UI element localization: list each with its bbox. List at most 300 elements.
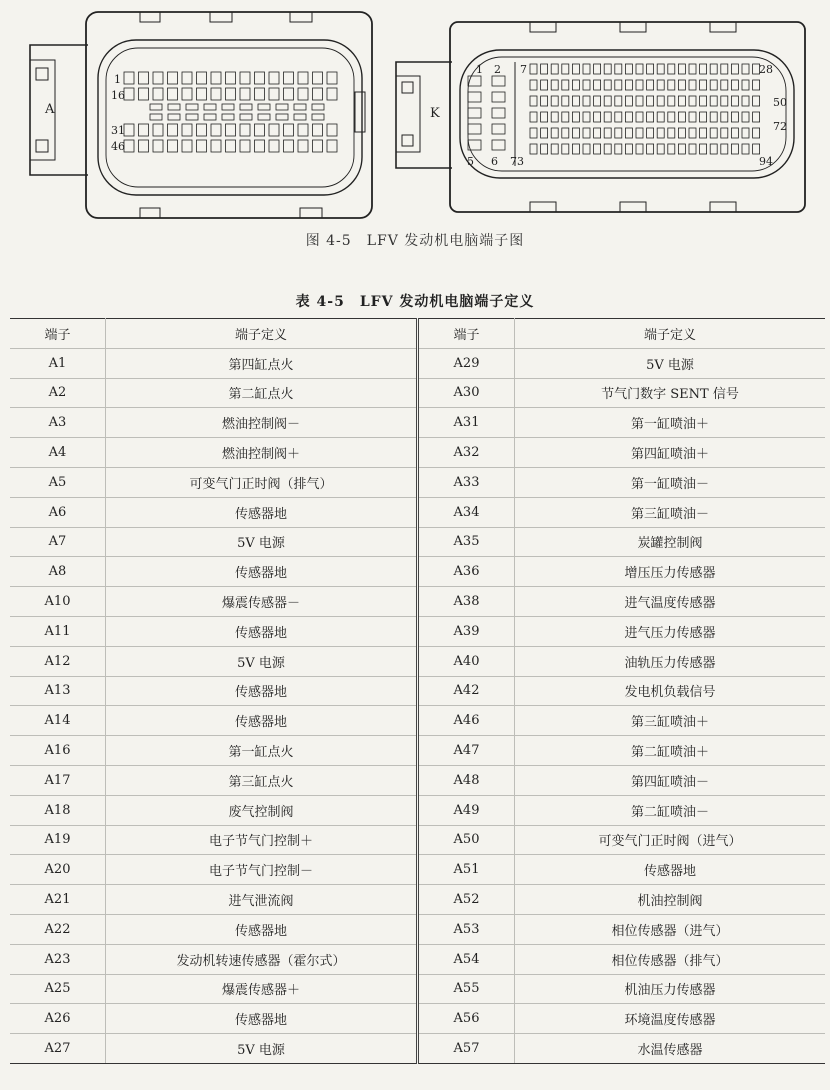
terminal-right-cell: A46 <box>418 706 515 736</box>
table-row <box>10 676 825 706</box>
definition-left-cell: 电子节气门控制＋ <box>106 825 418 855</box>
pin-cavity <box>530 128 537 138</box>
terminal-left-cell: A12 <box>10 646 106 676</box>
pin-cavity <box>678 144 685 154</box>
pin-cavity <box>710 128 717 138</box>
table-row <box>10 497 825 527</box>
terminal-right-cell: A40 <box>418 646 515 676</box>
table-row <box>10 736 825 766</box>
terminal-left-cell: A20 <box>10 855 106 885</box>
definition-left-cell: 燃油控制阀＋ <box>106 438 418 468</box>
pin-cavity <box>657 144 664 154</box>
pin-cavity <box>124 88 134 100</box>
pin-cavity <box>153 140 163 152</box>
pin-cavity <box>604 96 611 106</box>
connector-a-pin-label: 16 <box>111 89 125 102</box>
pin-cavity <box>562 128 569 138</box>
header-terminal-left: 端子 <box>10 319 106 349</box>
pin-cavity <box>541 64 548 74</box>
definition-right-cell: 相位传感器（排气） <box>515 944 826 974</box>
pin-cavity <box>139 140 149 152</box>
table-row <box>10 1034 825 1064</box>
definition-left-cell: 传感器地 <box>106 1004 418 1034</box>
table-row <box>10 1004 825 1034</box>
connector-k-pin-label: 5 <box>467 155 474 168</box>
pin-cavity <box>211 88 221 100</box>
pin-cavity <box>492 108 505 118</box>
pin-cavity <box>562 80 569 90</box>
pin-cavity <box>240 72 250 84</box>
pin-cavity <box>298 124 308 136</box>
pin-cavity <box>657 96 664 106</box>
pin-cavity <box>625 128 632 138</box>
pin-cavity <box>153 124 163 136</box>
definition-left-cell: 5V 电源 <box>106 1034 418 1064</box>
pin-cavity <box>731 64 738 74</box>
definition-left-cell: 传感器地 <box>106 706 418 736</box>
pin-cavity <box>269 72 279 84</box>
pin-cavity <box>678 96 685 106</box>
pin-cavity <box>541 80 548 90</box>
terminal-left-cell: A7 <box>10 527 106 557</box>
pin-cavity <box>657 128 664 138</box>
definition-right-cell: 节气门数字 SENT 信号 <box>515 378 826 408</box>
pin-cavity <box>222 104 234 110</box>
pin-cavity <box>636 112 643 122</box>
pin-cavity <box>168 114 180 120</box>
pin-cavity <box>197 88 207 100</box>
pin-cavity <box>572 64 579 74</box>
pin-cavity <box>153 88 163 100</box>
pin-cavity <box>139 72 149 84</box>
connector-k-pin-label: 94 <box>759 155 773 168</box>
table-row <box>10 944 825 974</box>
pin-cavity <box>668 112 675 122</box>
pin-cavity <box>313 72 323 84</box>
definition-left-cell: 传感器地 <box>106 497 418 527</box>
pin-cavity <box>492 76 505 86</box>
pin-cavity <box>753 128 760 138</box>
pin-cavity <box>204 114 216 120</box>
pin-cavity <box>541 112 548 122</box>
pin-cavity <box>668 80 675 90</box>
definition-right-cell: 相位传感器（进气） <box>515 914 826 944</box>
terminal-right-cell: A53 <box>418 914 515 944</box>
pin-cavity <box>327 72 337 84</box>
terminal-right-cell: A35 <box>418 527 515 557</box>
pin-cavity <box>742 80 749 90</box>
pin-cavity <box>668 144 675 154</box>
pin-cavity <box>731 112 738 122</box>
table-row <box>10 795 825 825</box>
pin-cavity <box>312 114 324 120</box>
table-row <box>10 914 825 944</box>
pin-cavity <box>689 112 696 122</box>
terminal-right-cell: A36 <box>418 557 515 587</box>
pin-cavity <box>294 114 306 120</box>
terminal-left-cell: A16 <box>10 736 106 766</box>
pin-cavity <box>678 64 685 74</box>
terminal-left-cell: A10 <box>10 587 106 617</box>
definition-right-cell: 进气温度传感器 <box>515 587 826 617</box>
pin-cavity <box>468 108 481 118</box>
table-header-row <box>10 319 825 349</box>
pin-cavity <box>276 114 288 120</box>
pin-cavity <box>211 124 221 136</box>
pin-cavity <box>594 144 601 154</box>
definition-right-cell: 第二缸喷油－ <box>515 795 826 825</box>
table-row <box>10 646 825 676</box>
pin-cavity <box>182 124 192 136</box>
pin-cavity <box>255 140 265 152</box>
table-row <box>10 825 825 855</box>
pin-cavity <box>226 88 236 100</box>
definition-left-cell: 电子节气门控制－ <box>106 855 418 885</box>
pin-cavity <box>742 64 749 74</box>
terminal-right-cell: A57 <box>418 1034 515 1064</box>
table-row <box>10 587 825 617</box>
pin-cavity <box>668 128 675 138</box>
terminal-left-cell: A21 <box>10 885 106 915</box>
pin-cavity <box>689 144 696 154</box>
pin-cavity <box>327 140 337 152</box>
pin-cavity <box>530 64 537 74</box>
pin-cavity <box>657 80 664 90</box>
definition-right-cell: 5V 电源 <box>515 348 826 378</box>
pin-cavity <box>530 80 537 90</box>
definition-left-cell: 第一缸点火 <box>106 736 418 766</box>
pin-cavity <box>615 128 622 138</box>
definition-right-cell: 炭罐控制阀 <box>515 527 826 557</box>
pin-cavity <box>583 80 590 90</box>
definition-right-cell: 增压压力传感器 <box>515 557 826 587</box>
pin-cavity <box>604 112 611 122</box>
pin-cavity <box>710 144 717 154</box>
pin-cavity <box>298 88 308 100</box>
pin-cavity <box>551 112 558 122</box>
pin-cavity <box>197 72 207 84</box>
connector-k-pin-label: 72 <box>773 120 787 133</box>
pin-cavity <box>721 64 728 74</box>
pin-cavity <box>636 64 643 74</box>
connector-k-pin-label: 2 <box>494 63 501 76</box>
pin-cavity <box>700 144 707 154</box>
pin-cavity <box>150 114 162 120</box>
terminal-right-cell: A54 <box>418 944 515 974</box>
terminal-right-cell: A51 <box>418 855 515 885</box>
pin-cavity <box>721 96 728 106</box>
pin-cavity <box>294 104 306 110</box>
pin-cavity <box>625 144 632 154</box>
pin-cavity <box>269 140 279 152</box>
terminal-right-cell: A47 <box>418 736 515 766</box>
pin-cavity <box>721 144 728 154</box>
pin-cavity <box>240 140 250 152</box>
pin-cavity <box>615 96 622 106</box>
terminal-right-cell: A55 <box>418 974 515 1004</box>
table-row <box>10 438 825 468</box>
pin-cavity <box>226 72 236 84</box>
terminal-right-cell: A52 <box>418 885 515 915</box>
pin-cavity <box>492 92 505 102</box>
pin-cavity <box>721 128 728 138</box>
terminal-right-cell: A39 <box>418 616 515 646</box>
pin-cavity <box>562 144 569 154</box>
connector-a-pin-grid <box>124 72 337 152</box>
pin-cavity <box>276 104 288 110</box>
pin-cavity <box>572 96 579 106</box>
terminal-left-cell: A23 <box>10 944 106 974</box>
pin-cavity <box>657 112 664 122</box>
pin-cavity <box>572 144 579 154</box>
pin-cavity <box>551 80 558 90</box>
table-row <box>10 378 825 408</box>
pin-cavity <box>168 124 178 136</box>
definition-left-cell: 燃油控制阀－ <box>106 408 418 438</box>
pin-cavity <box>255 88 265 100</box>
pin-cavity <box>721 112 728 122</box>
pin-cavity <box>753 80 760 90</box>
pin-cavity <box>604 144 611 154</box>
connector-a-diagram <box>30 12 372 218</box>
terminal-left-cell: A18 <box>10 795 106 825</box>
pin-cavity <box>731 128 738 138</box>
pin-cavity <box>211 140 221 152</box>
terminal-left-cell: A25 <box>10 974 106 1004</box>
pin-cavity <box>689 128 696 138</box>
connector-k-pin-label: 50 <box>773 96 787 109</box>
pin-cavity <box>226 124 236 136</box>
pin-cavity <box>150 104 162 110</box>
definition-right-cell: 第四缸喷油－ <box>515 765 826 795</box>
pin-cavity <box>647 96 654 106</box>
terminal-left-cell: A27 <box>10 1034 106 1064</box>
pin-cavity <box>594 80 601 90</box>
pin-cavity <box>753 112 760 122</box>
terminal-right-cell: A56 <box>418 1004 515 1034</box>
pin-cavity <box>541 96 548 106</box>
pin-cavity <box>168 88 178 100</box>
connector-a-letter: A <box>45 102 55 117</box>
pin-cavity <box>255 124 265 136</box>
pin-cavity <box>211 72 221 84</box>
pin-cavity <box>468 124 481 134</box>
pin-cavity <box>710 64 717 74</box>
pin-cavity <box>753 144 760 154</box>
pin-cavity <box>197 140 207 152</box>
pin-cavity <box>298 140 308 152</box>
pin-cavity <box>583 144 590 154</box>
connector-a-pin-label: 31 <box>111 124 125 137</box>
pin-cavity <box>636 80 643 90</box>
pin-cavity <box>139 124 149 136</box>
connector-k-pin-grid <box>468 64 760 154</box>
pin-cavity <box>731 80 738 90</box>
pin-cavity <box>492 140 505 150</box>
definition-left-cell: 爆震传感器＋ <box>106 974 418 1004</box>
terminal-left-cell: A5 <box>10 467 106 497</box>
pin-cavity <box>541 128 548 138</box>
pin-cavity <box>222 114 234 120</box>
table-body <box>10 348 825 1063</box>
figure-caption: 图 4-5 LFV 发动机电脑端子图 <box>305 233 525 249</box>
pin-cavity <box>182 72 192 84</box>
header-definition-right: 端子定义 <box>515 319 826 349</box>
connector-k-pin-label: 6 <box>491 155 498 168</box>
terminal-right-cell: A29 <box>418 348 515 378</box>
table-row <box>10 855 825 885</box>
table-row <box>10 467 825 497</box>
pin-cavity <box>710 112 717 122</box>
definition-right-cell: 可变气门正时阀（进气） <box>515 825 826 855</box>
terminal-left-cell: A11 <box>10 616 106 646</box>
table-row <box>10 765 825 795</box>
terminal-definition-table <box>10 318 825 1064</box>
connector-a-pin-label: 46 <box>111 140 125 153</box>
connector-k-pin-label: 1 <box>476 63 483 76</box>
pin-cavity <box>284 140 294 152</box>
terminal-left-cell: A6 <box>10 497 106 527</box>
pin-cavity <box>530 144 537 154</box>
pin-cavity <box>124 72 134 84</box>
pin-cavity <box>298 72 308 84</box>
definition-right-cell: 环境温度传感器 <box>515 1004 826 1034</box>
pin-cavity <box>636 96 643 106</box>
pin-cavity <box>594 112 601 122</box>
pin-cavity <box>186 114 198 120</box>
terminal-left-cell: A4 <box>10 438 106 468</box>
pin-cavity <box>604 80 611 90</box>
pin-cavity <box>594 128 601 138</box>
pin-cavity <box>742 128 749 138</box>
pin-cavity <box>625 112 632 122</box>
terminal-left-cell: A13 <box>10 676 106 706</box>
pin-cavity <box>583 96 590 106</box>
pin-cavity <box>258 114 270 120</box>
terminal-right-cell: A31 <box>418 408 515 438</box>
definition-left-cell: 进气泄流阀 <box>106 885 418 915</box>
pin-cavity <box>753 96 760 106</box>
table-row <box>10 527 825 557</box>
pin-cavity <box>647 112 654 122</box>
terminal-left-cell: A3 <box>10 408 106 438</box>
definition-right-cell: 第三缸喷油＋ <box>515 706 826 736</box>
definition-left-cell: 发动机转速传感器（霍尔式） <box>106 944 418 974</box>
header-terminal-right: 端子 <box>418 319 515 349</box>
connector-k-pin-label: 73 <box>510 155 524 168</box>
pin-cavity <box>583 64 590 74</box>
table-row <box>10 885 825 915</box>
header-definition-left: 端子定义 <box>106 319 418 349</box>
pin-cavity <box>678 80 685 90</box>
pin-cavity <box>604 64 611 74</box>
pin-cavity <box>700 128 707 138</box>
pin-cavity <box>647 80 654 90</box>
definition-left-cell: 5V 电源 <box>106 646 418 676</box>
connector-k-pin-label: 7 <box>520 63 527 76</box>
pin-cavity <box>269 88 279 100</box>
pin-cavity <box>700 80 707 90</box>
pin-cavity <box>240 88 250 100</box>
connector-k-pin-label: 28 <box>759 63 773 76</box>
pin-cavity <box>678 112 685 122</box>
pin-cavity <box>572 80 579 90</box>
table-title: 表 4-5 LFV 发动机电脑端子定义 <box>295 294 535 310</box>
pin-cavity <box>615 80 622 90</box>
pin-cavity <box>468 76 481 86</box>
definition-right-cell: 第一缸喷油＋ <box>515 408 826 438</box>
pin-cavity <box>742 96 749 106</box>
pin-cavity <box>541 144 548 154</box>
terminal-left-cell: A2 <box>10 378 106 408</box>
definition-right-cell: 第三缸喷油－ <box>515 497 826 527</box>
pin-cavity <box>700 96 707 106</box>
pin-cavity <box>615 144 622 154</box>
pin-cavity <box>284 124 294 136</box>
connector-a-pin-label: 1 <box>114 73 121 86</box>
definition-left-cell: 爆震传感器－ <box>106 587 418 617</box>
pin-cavity <box>604 128 611 138</box>
definition-left-cell: 第三缸点火 <box>106 765 418 795</box>
terminal-right-cell: A34 <box>418 497 515 527</box>
pin-cavity <box>204 104 216 110</box>
pin-cavity <box>700 64 707 74</box>
terminal-left-cell: A1 <box>10 348 106 378</box>
connector-k-letter: K <box>430 106 440 121</box>
pin-cavity <box>689 96 696 106</box>
pin-cavity <box>668 96 675 106</box>
pin-cavity <box>530 112 537 122</box>
pin-cavity <box>678 128 685 138</box>
definition-left-cell: 废气控制阀 <box>106 795 418 825</box>
terminal-right-cell: A32 <box>418 438 515 468</box>
pin-cavity <box>182 88 192 100</box>
pin-cavity <box>124 124 134 136</box>
pin-cavity <box>240 104 252 110</box>
definition-left-cell: 传感器地 <box>106 616 418 646</box>
table-row <box>10 557 825 587</box>
pin-cavity <box>668 64 675 74</box>
pin-cavity <box>284 88 294 100</box>
pin-cavity <box>124 140 134 152</box>
definition-right-cell: 进气压力传感器 <box>515 616 826 646</box>
pin-cavity <box>240 114 252 120</box>
terminal-left-cell: A17 <box>10 765 106 795</box>
pin-cavity <box>647 144 654 154</box>
terminal-right-cell: A30 <box>418 378 515 408</box>
pin-cavity <box>721 80 728 90</box>
definition-left-cell: 传感器地 <box>106 676 418 706</box>
table-row <box>10 348 825 378</box>
pin-cavity <box>700 112 707 122</box>
definition-right-cell: 第一缸喷油－ <box>515 467 826 497</box>
table-row <box>10 974 825 1004</box>
definition-right-cell: 水温传感器 <box>515 1034 826 1064</box>
pin-cavity <box>139 88 149 100</box>
pin-cavity <box>226 140 236 152</box>
definition-right-cell: 油轨压力传感器 <box>515 646 826 676</box>
terminal-left-cell: A19 <box>10 825 106 855</box>
pin-cavity <box>255 72 265 84</box>
pin-cavity <box>583 112 590 122</box>
terminal-left-cell: A14 <box>10 706 106 736</box>
pin-cavity <box>551 128 558 138</box>
pin-cavity <box>551 64 558 74</box>
pin-cavity <box>182 140 192 152</box>
pin-cavity <box>551 96 558 106</box>
pin-cavity <box>742 144 749 154</box>
pin-cavity <box>530 96 537 106</box>
